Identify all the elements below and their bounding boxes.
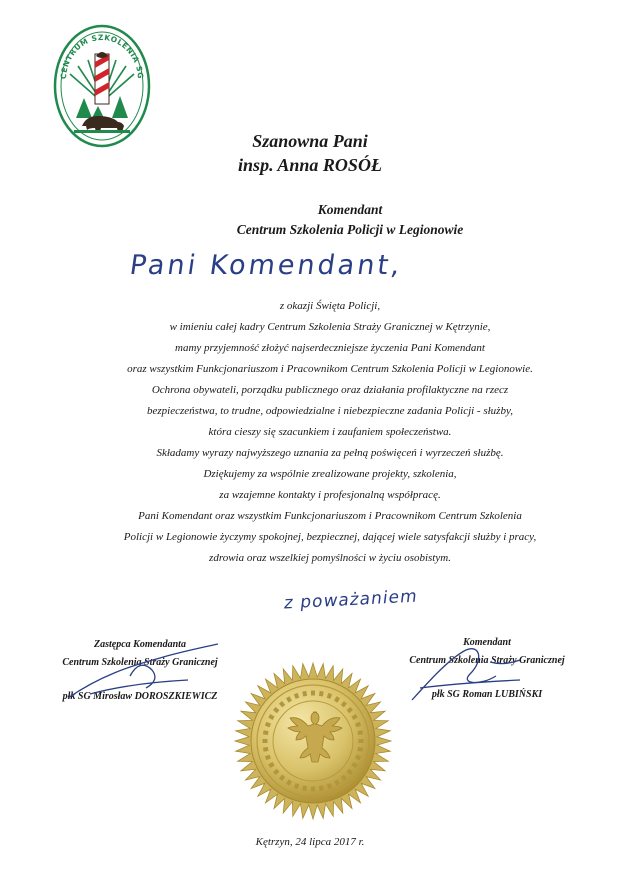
recipient-title: Komendant — [317, 202, 383, 217]
body-line: bezpieczeństwa, to trudne, odpowiedzialne i niebezpieczne zadania Policji - służby, — [146, 405, 513, 417]
body-line: w imieniu całej kadry Centrum Szkolenia Straży Granicznej w Kętrzynie, — [169, 321, 491, 333]
addressee-name: insp. Anna ROSÓŁ — [238, 155, 382, 175]
body-line: zdrowia oraz wszelkiej pomyślności w życiu osobistym. — [209, 552, 451, 564]
handwritten-salutation: Pani Komendant, — [127, 250, 405, 281]
signatory-left-unit: Centrum Szkolenia Straży Granicznej — [62, 657, 218, 668]
body-line: Pani Komendant oraz wszystkim Funkcjonariuszom i Pracownikom Centrum Szkolenia — [138, 510, 522, 522]
signatory-left-name: płk SG Mirosław DOROSZKIEWICZ — [62, 691, 218, 702]
signatory-left — [30, 636, 250, 706]
body-line: oraz wszystkim Funkcjonariuszom i Pracownikom Centrum Szkolenia Policji w Legionowie. — [127, 363, 533, 375]
body-line: Ochrona obywateli, porządku publicznego oraz działania profilaktyczne na rzecz — [151, 384, 509, 396]
body-line: która cieszy się szacunkiem i zaufaniem społeczeństwa. — [208, 426, 452, 438]
handwritten-closing: z poważaniem — [282, 586, 419, 614]
signatory-right-title: Komendant — [463, 637, 511, 648]
body-line: Dziękujemy za wspólnie zrealizowane projekty, szkolenia, — [203, 468, 457, 480]
gold-eagle-seal-icon — [232, 660, 394, 822]
body-line: z okazji Święta Policji, — [279, 300, 381, 312]
recipient-unit: Centrum Szkolenia Policji w Legionowie — [236, 222, 464, 237]
body-line: Składamy wyrazy najwyższego uznania za pełną poświęceń i wyrzeczeń służbę. — [156, 447, 504, 459]
signatory-left-title: Zastępca Komendanta — [94, 639, 186, 650]
body-line: Policji w Legionowie życzymy spokojnej, bezpiecznej, dającej wiele satysfakcji służby i pracy, — [123, 531, 537, 543]
svg-text:CENTRUM SZKOLENIA SG: CENTRUM SZKOLENIA SG — [58, 32, 146, 80]
letter-body — [40, 296, 620, 569]
body-line: mamy przyjemność złożyć najserdeczniejsze życzenia Pani Komendant — [175, 342, 485, 354]
signatory-right-unit: Centrum Szkolenia Straży Granicznej — [409, 655, 565, 666]
signatory-right-name: płk SG Roman LUBIŃSKI — [431, 689, 543, 700]
place-and-date: Kętrzyn, 24 lipca 2017 r. — [255, 836, 365, 848]
signatory-right — [372, 634, 602, 704]
addressee-salutation-line: Szanowna Pani — [252, 131, 368, 151]
body-line: za wzajemne kontakty i profesjonalną współpracę. — [219, 489, 441, 501]
